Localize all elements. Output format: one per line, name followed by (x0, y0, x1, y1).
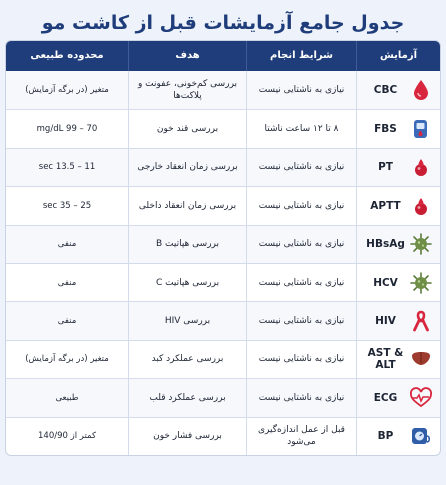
condition-cell: نیازی به ناشتایی نیست (246, 149, 356, 186)
range-cell: کمتر از 140/90 (38, 431, 96, 442)
blood-pressure-monitor-icon (408, 423, 434, 449)
test-cell (356, 149, 440, 186)
test-name: HBsAg (366, 238, 405, 251)
test-cell (356, 341, 440, 378)
condition-cell: قبل از عمل اندازه‌گیری می‌شود (246, 418, 356, 455)
table-header (6, 41, 440, 71)
test-cell (356, 226, 440, 263)
condition-cell: نیازی به ناشتایی نیست (246, 264, 356, 301)
condition-cell: نیازی به ناشتایی نیست (246, 302, 356, 339)
blood-clot-icon (408, 154, 434, 180)
test-cell (356, 302, 440, 339)
test-cell (356, 418, 440, 455)
liver-icon (408, 346, 434, 372)
condition-cell: نیازی به ناشتایی نیست (246, 341, 356, 378)
table-row (6, 71, 440, 109)
table-row (6, 225, 440, 263)
table-row (6, 340, 440, 378)
range-cell: منفی (57, 277, 77, 288)
goal-cell: بررسی عملکرد کبد (128, 341, 246, 378)
goal-cell: بررسی هپاتیت B (128, 226, 246, 263)
header-goal: هدف (128, 41, 246, 71)
range-cell: 25 – 35 sec (42, 200, 92, 211)
table-row (6, 148, 440, 186)
test-cell (356, 110, 440, 147)
test-name: AST & ALT (367, 347, 404, 372)
test-cell (356, 71, 440, 109)
range-cell: متغیر (در برگه آزمایش) (25, 354, 109, 365)
goal-cell: بررسی HIV (128, 302, 246, 339)
range-cell: 70 – 99 mg/dL (36, 124, 98, 135)
goal-cell: بررسی کم‌خونی، عفونت و پلاکت‌ها (128, 71, 246, 109)
condition-cell: نیازی به ناشتایی نیست (246, 187, 356, 224)
test-name: CBC (373, 84, 398, 97)
goal-cell: بررسی عملکرد قلب (128, 379, 246, 416)
test-name: PT (378, 161, 393, 174)
condition-cell: نیازی به ناشتایی نیست (246, 226, 356, 263)
header-test: آزمایش (356, 41, 440, 71)
test-cell (356, 379, 440, 416)
virus-icon (408, 270, 434, 296)
condition-cell: ۸ تا ۱۲ ساعت ناشتا (246, 110, 356, 147)
goal-cell: بررسی زمان انعقاد خارجی (128, 149, 246, 186)
heart-pulse-icon (408, 385, 434, 411)
awareness-ribbon-icon (408, 308, 434, 334)
goal-cell: بررسی فشار خون (128, 418, 246, 455)
test-name: APTT (370, 199, 401, 212)
test-name: BP (377, 430, 394, 443)
condition-cell: نیازی به ناشتایی نیست (246, 379, 356, 416)
table-row (6, 109, 440, 147)
tests-table (5, 40, 441, 456)
range-cell: متغیر (در برگه آزمایش) (25, 85, 109, 96)
goal-cell: بررسی قند خون (128, 110, 246, 147)
header-condition: شرایط انجام (246, 41, 356, 71)
test-name: ECG (373, 391, 398, 404)
table-row (6, 417, 440, 455)
table-row (6, 186, 440, 224)
blood-drop-icon (408, 77, 434, 103)
range-cell: طبیعی (55, 392, 79, 403)
goal-cell: بررسی هپاتیت C (128, 264, 246, 301)
table-row (6, 301, 440, 339)
test-cell (356, 187, 440, 224)
table-row (6, 378, 440, 416)
range-cell: منفی (57, 316, 77, 327)
table-row (6, 263, 440, 301)
page-title: جدول جامع آزمایشات قبل از کاشت مو (41, 12, 405, 34)
test-name: HIV (375, 315, 396, 328)
range-cell: منفی (57, 239, 77, 250)
blood-clot-icon (408, 193, 434, 219)
range-cell: 11 – 13.5 sec (38, 162, 96, 173)
virus-icon (408, 231, 434, 257)
condition-cell: نیازی به ناشتایی نیست (246, 71, 356, 109)
header-range: محدوده طبیعی (30, 50, 104, 61)
glucose-meter-icon (408, 116, 434, 142)
test-name: HCV (373, 276, 398, 289)
test-cell (356, 264, 440, 301)
goal-cell: بررسی زمان انعقاد داخلی (128, 187, 246, 224)
test-name: FBS (374, 123, 397, 136)
